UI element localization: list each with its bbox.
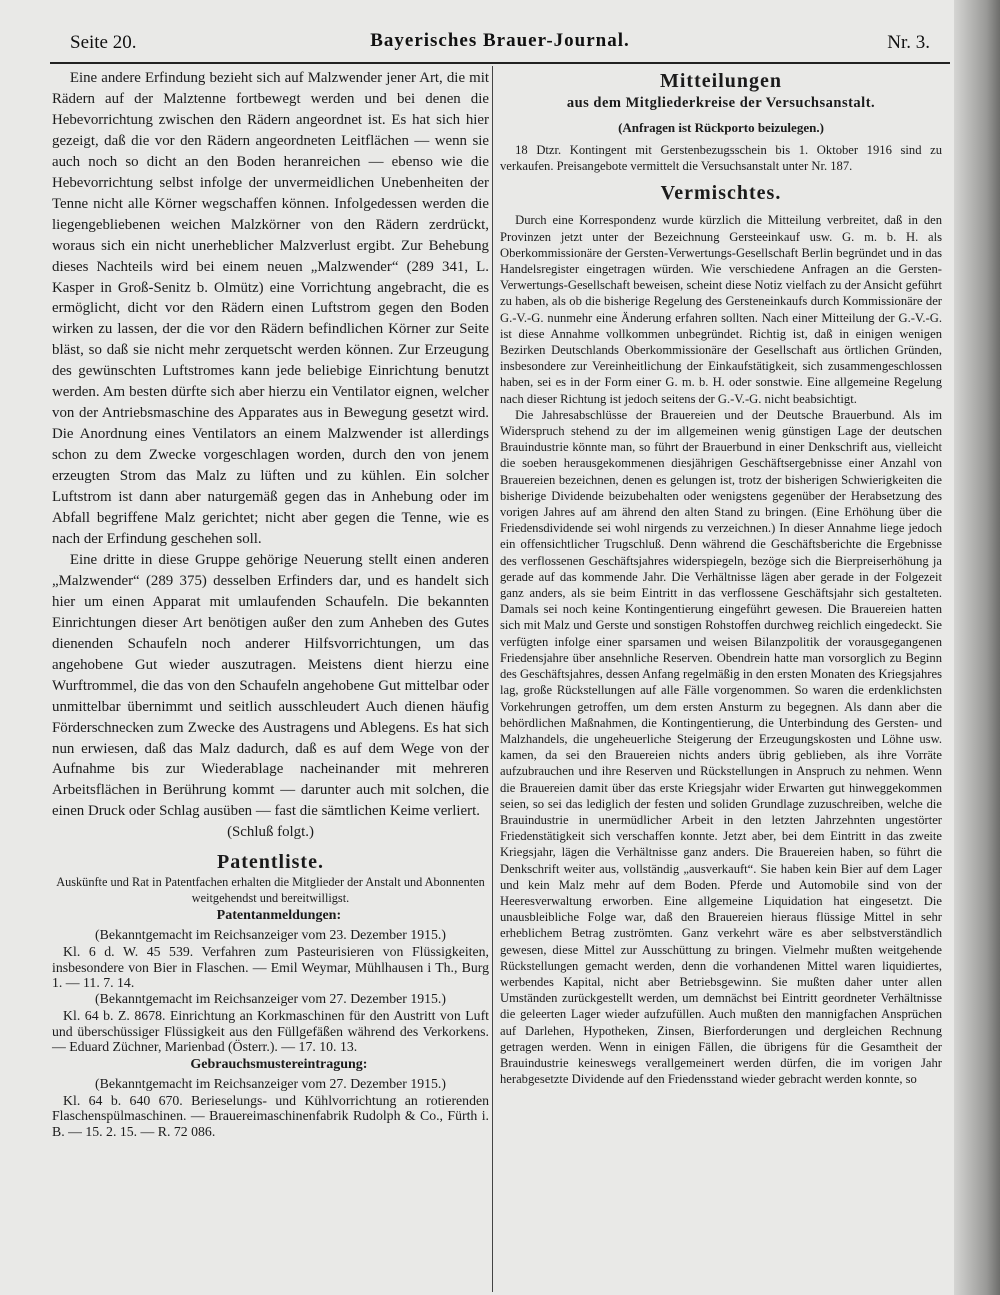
issue-number: Nr. 3.	[887, 32, 930, 53]
mitteilungen-note: (Anfragen ist Rückporto beizulegen.)	[618, 120, 824, 135]
header-rule	[50, 62, 950, 64]
patent-entry-2: Kl. 64 b. Z. 8678. Einrichtung an Korkmaschinen für den Austritt von Luft und überschüssiger Flüssigkeit aus den Füllgefäßen während des Verkorkens. — Eduard Züchner, Marienbad (Österr.). — 17. 10. 13.	[52, 1008, 489, 1055]
vermischtes-heading: Vermischtes.	[660, 182, 782, 205]
patent-list-heading: Patentliste.	[217, 851, 324, 874]
vermischtes-paragraph-2: Die Jahresabschlüsse der Brauereien und der Deutsche Brauerbund. Als im Widerspruch stehend zu der im allgemeinen wenig günstigen Lage der deutschen Brauindustrie könnte man, so führt der Brauerbund in einer Denkschrift aus, vielleicht die soeben herausgekommenen diesjährigen Geschäftsergebnisse einer Anzahl von Brauereien bezeichnen, denen es gelungen ist, trotz der bisherigen Schwierigkeiten die bisherige Dividende beizubehalten oder wenigstens gegenüber der Herabsetzung des vorigen Jahres auf am ährend den alten Stand zu bringen. (Eine Erhöhung über die Friedensdividende sei wohl nirgends zu verzeichnen.) In dieser Annahme liege jedoch ein offensichtlicher Trugschluß. Denn während die Geschäftsberichte die Ergebnisse des verflossenen Geschäftsjahres widerspiegeln, bezöge sich die Bierpreiserhöhung ja gerade auf das kommende Jahr. Die Verhältnisse lägen aber gerade in der Folgezeit ganz anders, als sie beim Eintritt in das verflossene Geschäftsjahr sich gestalteten. Damals sei noch keine Kontingentierung eingeführt gewesen. Die Brauereien hatten sich mit Malz und Gerste und sonstigen Rohstoffen durchweg reichlich eingedeckt. Sie verfügten infolge einer sparsamen und weisen Bilanzpolitik der vorausgegangenen Friedensjahre über ansehnliche Reserven. Obendrein hatte man vorsorglich zu Beginn des Geschäftsjahres, dessen Anfang regelmäßig in den ersten Monaten des Kriegsjahres lag, große Rückstellungen auf alle Fälle vorgenommen. So waren die erdenklichsten Vorkehrungen getroffen, um dem ersten Ansturm zu begegnen. Als dann aber die behördlichen Maßnahmen, die Kontingentierung, die Unterbindung des Gersten- und Malzhandels, die ungeheuerliche Steigerung der Erzeugungskosten und Löhne usw. kamen, da sei den Brauereien nichts anders übrig geblieben, als ihre Vorräte aufzubrauchen und ihre Reserven und Rückstellungen in Anspruch zu nehmen. Wenn die Brauereien damit über das erste Kriegsjahr wider Erwarten gut hinweggekommen seien, so sei das lediglich der festen und soliden Grundlage zuzuschreiben, welche die Brauindustrie in unermüdlicher Arbeit in den letzten Jahrzehnten ungestörter Friedenstätigkeit sich verschaffen konnte. Jetzt aber, bei dem Eintritt in das zweite Kriegsjahr, lägen die Verhältnisse ganz anders. Die Brauereien haben, so führt die Denkschrift weiter aus, vollständig „ausverkauft“. Sie haben kein Bier auf dem Lager und kein Malz mehr auf dem Boden. Pferde und Automobile sind von der Heeresverwaltung erworben. Eine allgemeine Liquidation hat eingesetzt. Die unausbleibliche Folge war, daß den Brauereien hieraus flüssige Mittel in sehr erheblichem Betrag zuströmten. Ganz verkehrt wäre es aber selbstverständlich gewesen, diese Mittel zur Ausschüttung zu bringen. Vielmehr mußten weitgehende Rückstellungen gemacht werden, denn die vorhandenen Mittel waren liquidiertes, werbendes Kapital, nicht aber Betriebsgewinn. Sie mußten daher unter allen Umständen zurückgestellt werden, um demnächst bei Eintritt geordneter Verhältnisse die geleerten Lager wieder aufzufüllen. Auch mußten den mannigfachen Ansprüchen auf Darlehen, Hypotheken, Zinsen, Bierforderungen und dergleichen Rechnung getragen werden. Wenn in einigen Fällen, die übrigens für die Gesamtheit der Brauindustrie keineswegs verallgemeinert werden dürfen, die im vorigen Jahr herabgesetzte Dividende auf den Friedensstand wieder gebracht werden konnte, so	[500, 407, 942, 1087]
patent-list-intro: Auskünfte und Rat in Patentfachen erhalten die Mitglieder der Anstalt und Abonnenten weitgehendst und bereitwilligst.	[56, 875, 485, 905]
right-column	[500, 68, 942, 1087]
column-divider	[492, 66, 493, 1292]
page-number: Seite 20.	[70, 32, 137, 53]
patent-applications-heading: Patentanmeldungen:	[216, 908, 342, 924]
announcement-note-3: (Bekanntgemacht im Reichsanzeiger vom 27. Dezember 1915.)	[95, 1075, 446, 1091]
utility-model-entry: Kl. 64 b. 640 670. Berieselungs- und Kühlvorrichtung an rotierenden Flaschenspülmaschinen. — Brauereimaschinenfabrik Rudolph & Co., Fürth i. B. — 15. 2. 15. — R. 72 086.	[52, 1092, 489, 1139]
announcement-note-1: (Bekanntgemacht im Reichsanzeiger vom 23. Dezember 1915.)	[95, 927, 446, 943]
page-edge-shadow	[954, 0, 1000, 1295]
article-paragraph-1: Eine andere Erfindung bezieht sich auf Malzwender jener Art, die mit Rädern auf der Malztenne fortbewegt werden und bei denen die Hebevorrichtung zwischen den Rädern angeordnet ist. Es hat sich hier gezeigt, daß die vor den Rädern angeordneten Leitflächen — wenn sie auch noch so dicht an den Boden heranreichen — ebenso wie die Hebevorrichtung selbst infolge der unvermeidlichen Unebenheiten der Tenne nicht alle Körner wegschaffen können. Infolgedessen werden die liegengebliebenen weichen Malzkörner von den Rädern zerdrückt, woraus sich ein nicht unerheblicher Malzverlust ergibt. Zur Behebung dieses Nachteils wird bei einem neuen „Malzwender“ (289 341, L. Kasper in Groß-Senitz b. Olmütz) eine Vorrichtung angebracht, die es ermöglicht, dicht vor den Rädern einen Luftstrom gegen den Boden wirken zu lassen, der die vor den Rädern befindlichen Körner zur Seite bläst, so daß sie nicht mehr zerquetscht werden können. Zur Erzeugung des gewünschten Luftstromes kann jede beliebige Einrichtung benutzt werden. Am besten dürfte sich aber hierzu ein Ventilator eignen, welcher von der Antriebsmaschine des Apparates aus in Bewegung gesetzt wird. Die Anordnung eines Ventilators an einem Malzwender ist allerdings schon zu dem Zwecke vorgeschlagen worden, durch den von jenem erzeugten Strom das Malz zu lüften und zu kühlen. Ein solcher Luftstrom ist dann aber naturgemäß gegen das in Anhebung oder im Abfall begriffene Malz gerichtet; nicht aber gegen die Tenne, wie es nach der Erfindung geschehen soll.	[52, 70, 489, 547]
patent-entry-1: Kl. 6 d. W. 45 539. Verfahren zum Pasteurisieren von Flüssigkeiten, insbesondere von Bier in Flaschen. — Emil Weymar, Mühlhausen i Th., Burg 1. — 11. 7. 14.	[52, 944, 489, 991]
mitteilungen-item: 18 Dtzr. Kontingent mit Gerstenbezugsschein bis 1. Oktober 1916 sind zu verkaufen. Preisangebote vermittelt die Versuchsanstalt unter Nr. 187.	[500, 143, 942, 174]
utility-model-heading: Gebrauchsmustereintragung:	[190, 1056, 368, 1072]
announcement-note-2: (Bekanntgemacht im Reichsanzeiger vom 27. Dezember 1915.)	[95, 991, 446, 1007]
vermischtes-paragraph-1: Durch eine Korrespondenz wurde kürzlich die Mitteilung verbreitet, daß in den Provinzen jetzt unter der Bezeichnung Gersteeinkauf usw. G. m. b. H. als Oberkommissionäre der Gersten-Verwertungs-Gesellschaft Berlin begründet und in das Handelsregister eingetragen würden. Wie verschiedene Anfragen an die Gersten-Verwertungs-Gesellschaft beweisen, scheint diese Notiz vielfach zu der Ansicht geführt zu haben, als ob die bisherige Regelung des Gersteneinkaufs durch Kommissionäre der G.-V.-G. nunmehr eine Änderung erfahren sollten. Nach einer Mitteilung der G.-V.-G. ist diese Annahme vollkommen unbegründet. Richtig ist, daß in einigen wenigen Bezirken Deutschlands Oberkommissionäre der Gesellschaft aus örtlichen Gründen, insbesondere zur Vereinheitlichung der Einkaufstätigkeit, sich zusammengeschlossen haben, sei es in der Form einer G. m. b. H. oder sonstwie. Eine allgemeine Regelung nach dieser Richtung ist jedoch seitens der G.-V.-G. nicht beabsichtigt.	[500, 213, 942, 406]
continued-note: (Schluß folgt.)	[227, 824, 314, 841]
mitteilungen-subheading: aus dem Mitgliederkreise der Versuchsanstalt.	[566, 95, 876, 111]
journal-title: Bayerisches Brauer-Journal.	[370, 30, 630, 51]
left-column	[52, 68, 489, 1139]
page-header	[70, 30, 930, 58]
mitteilungen-heading: Mitteilungen	[660, 70, 782, 92]
article-paragraph-2: Eine dritte in diese Gruppe gehörige Neuerung stellt einen anderen „Malzwender“ (289 375) desselben Erfinders dar, und es handelt sich hier um einen Apparat mit umlaufenden Schaufeln. Die bekannten Einrichtungen dieser Art benötigen außer den zum Anheben des Gutes dienenden Schaufeln noch anderer Hilfsvorrichtungen, um das angehobene Gut wieder auszutragen. Meistens dient hierzu eine Wurftrommel, die das von den Schaufeln angehobene Gut mittelbar oder unmittelbar übernimmt und seitlich ausschleudert Auch dienen häufig Förderschnecken zum Zwecke des Austragens und Ablegens. Es hat sich nun erwiesen, daß das Malz dadurch, daß es auf dem Wege von der Aufnahme bis zur Wiederablage nacheinander mit mehreren Arbeitsflächen in Berührung kommt — darunter auch mit solchen, die einen Druck oder Schlag ausüben — fast die sämtlichen Keime verliert.	[52, 551, 489, 820]
